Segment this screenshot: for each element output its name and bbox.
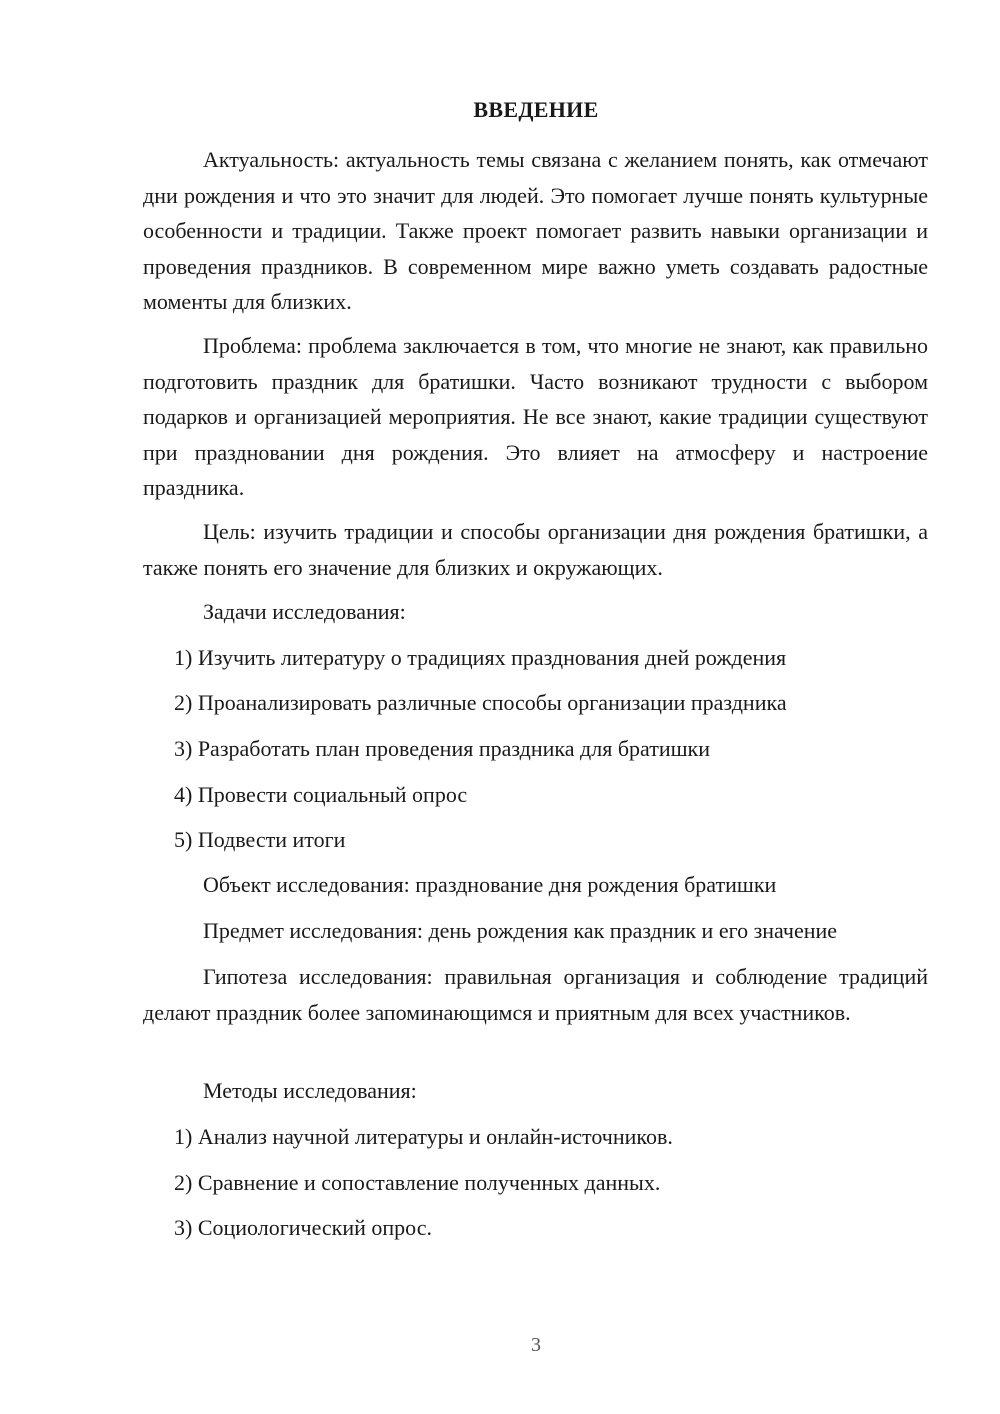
task-item: 1) Изучить литературу о традициях празднования дней рождения [174,645,787,670]
hypothesis-paragraph [143,959,928,1030]
hypothesis-text: Гипотеза исследования: правильная организация и соблюдение традиций делают праздник более запоминающимся и приятным для всех участников. [143,964,928,1025]
goal-paragraph [143,514,928,585]
tasks-heading: Задачи исследования: [203,599,406,624]
problem-text: Проблема: проблема заключается в том, что многие не знают, как правильно подготовить праздник для братишки. Часто возникают трудности с выбором подарков и организацией мероприятия. Не все знают, какие традиции существуют при праздновании дня рождения. Это влияет на атмосферу и настроение праздника. [143,333,928,500]
actuality-paragraph [143,142,928,320]
research-object: Объект исследования: празднование дня рождения братишки [203,872,777,897]
method-item: 1) Анализ научной литературы и онлайн-источников. [174,1124,673,1149]
page-number: 3 [531,1334,541,1356]
page-title: ВВЕДЕНИЕ [473,97,599,122]
method-item: 3) Социологический опрос. [174,1215,432,1240]
methods-heading: Методы исследования: [203,1078,417,1103]
task-item: 5) Подвести итоги [174,827,346,852]
task-item: 3) Разработать план проведения праздника для братишки [174,736,710,761]
research-subject: Предмет исследования: день рождения как праздник и его значение [203,918,838,943]
task-item: 4) Провести социальный опрос [174,782,468,807]
method-item: 2) Сравнение и сопоставление полученных данных. [174,1170,661,1195]
problem-paragraph [143,328,928,506]
goal-text: Цель: изучить традиции и способы организации дня рождения братишки, а также понять его значение для близких и окружающих. [143,519,928,580]
actuality-text: Актуальность: актуальность темы связана с желанием понять, как отмечают дни рождения и что это значит для людей. Это помогает лучше понять культурные особенности и традиции. Также проект помогает развить навыки организации и проведения праздников. В современном мире важно уметь создавать радостные моменты для близких. [143,147,928,314]
task-item: 2) Проанализировать различные способы организации праздника [174,690,787,715]
